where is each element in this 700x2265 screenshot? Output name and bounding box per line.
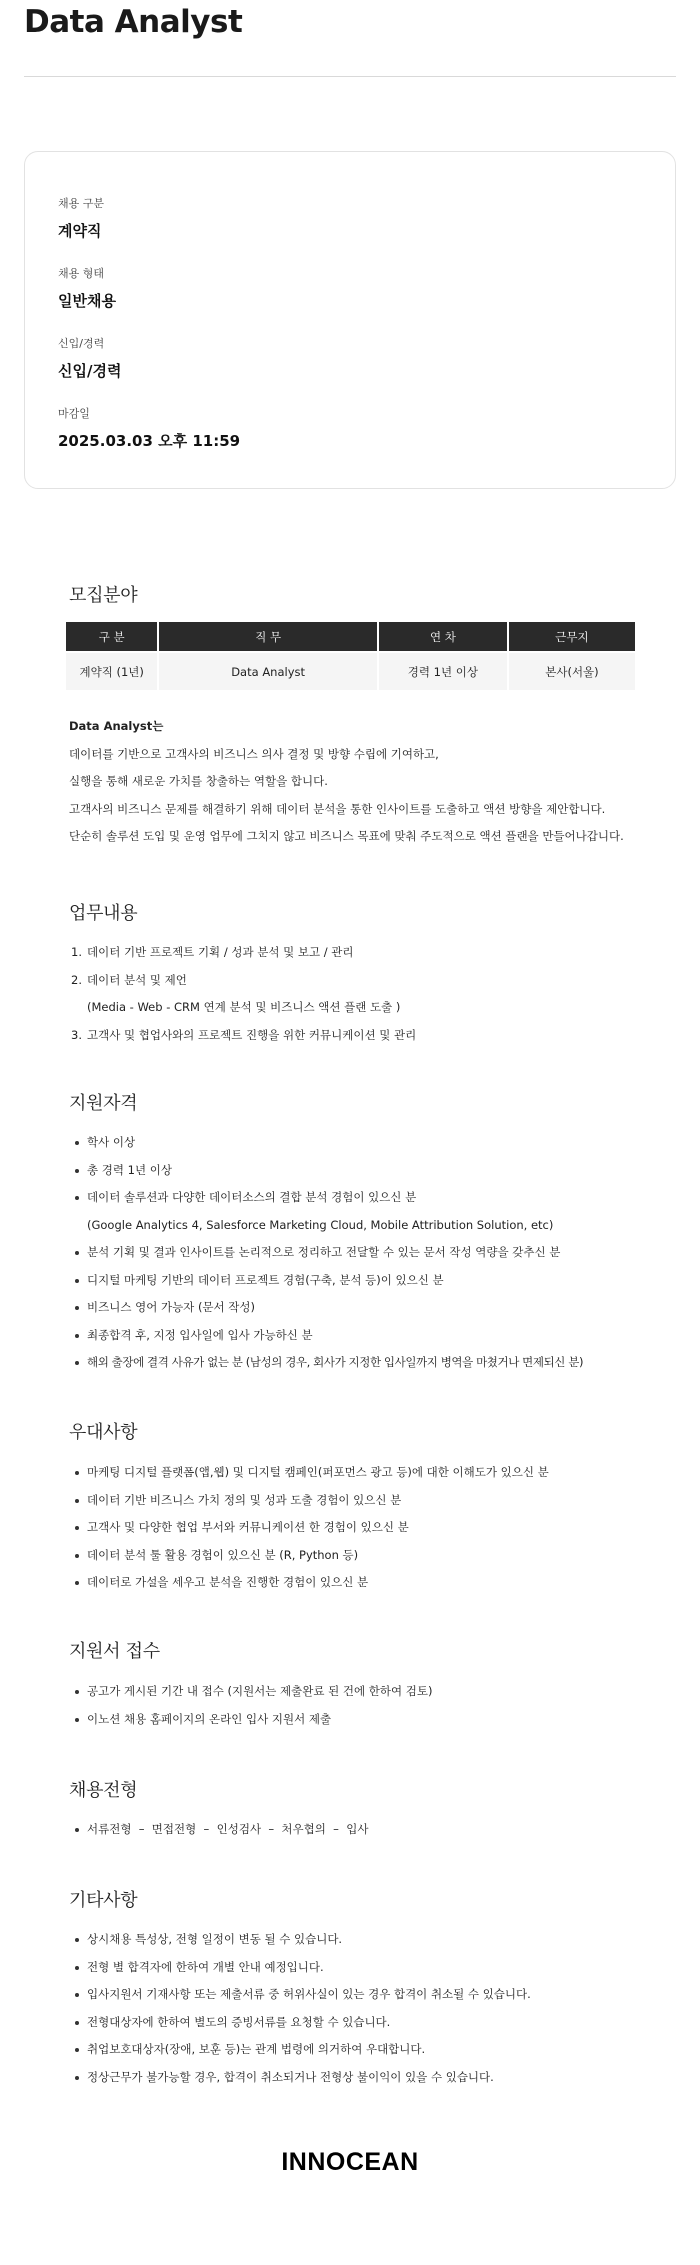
summary-label: 신입/경력 [58,337,105,350]
list-item: 취업보호대상자(장애, 보훈 등)는 관계 법령에 의거하여 우대합니다. [69,2036,531,2064]
list-item: 고객사 및 다양한 협업 부서와 커뮤니케이션 한 경험이 있으신 분 [69,1514,549,1542]
bullet-icon [75,1251,79,1255]
summary-value: 2025.03.03 오후 11:59 [58,432,241,450]
list-item: 정상근무가 불가능할 경우, 합격이 취소되거나 전형상 불이익이 있을 수 있습니다. [69,2064,531,2092]
section-heading-process: 채용전형 [69,1780,138,1801]
list-item: 이노션 채용 홈페이지의 온라인 입사 지원서 제출 [69,1706,432,1734]
list-item: 공고가 게시된 기간 내 접수 (지원서는 제출완료 된 건에 한하여 검토) [69,1678,432,1706]
section-heading-qualifications: 지원자격 [69,1093,138,1114]
list-item: 총 경력 1년 이상 [69,1157,583,1185]
list-item: 디지털 마케팅 기반의 데이터 프로젝트 경험(구축, 분석 등)이 있으신 분 [69,1267,583,1295]
section-heading-application: 지원서 접수 [69,1641,160,1662]
list-item: (Google Analytics 4, Salesforce Marketing Cloud, Mobile Attribution Solution, etc) [87,1217,554,1232]
summary-value: 계약직 [58,222,102,240]
job-summary-card [24,151,676,489]
table-header: 직 무 [159,622,377,651]
list-item: 전형대상자에 한하여 별도의 증빙서류를 요청할 수 있습니다. [69,2009,531,2037]
table-row [66,651,635,690]
table-cell: 계약직 (1년) [66,651,157,690]
section-heading-etc: 기타사항 [69,1890,138,1911]
intro-paragraph [69,713,624,851]
list-item: 분석 기획 및 결과 인사이트를 논리적으로 정리하고 전달할 수 있는 문서 작성 역량을 갖추신 분 [69,1239,583,1267]
bullet-icon [75,1196,79,1200]
list-item: 비즈니스 영어 가능자 (문서 작성) [69,1294,583,1322]
list-item: 2. 데이터 분석 및 제언 [71,972,187,987]
intro-line: 데이터를 기반으로 고객사의 비즈니스 의사 결정 및 방향 수립에 기여하고, [69,746,439,761]
bullet-icon [75,1334,79,1338]
intro-line: 고객사의 비즈니스 문제를 해결하기 위해 데이터 분석을 통한 인사이트를 도출하고 액션 방향을 제안합니다. [69,801,606,816]
bullet-icon [75,1828,79,1832]
table-cell: 본사(서울) [509,651,635,690]
bullet-icon [75,1690,79,1694]
bullet-icon [75,2048,79,2052]
section-heading-duties: 업무내용 [69,903,138,924]
list-item: 데이터 솔루션과 다양한 데이터소스의 결합 분석 경험이 있으신 분 [69,1184,583,1212]
list-item: 상시채용 특성상, 전형 일정이 변동 될 수 있습니다. [69,1926,531,1954]
bullet-icon [75,2076,79,2080]
intro-line: 실행을 통해 새로운 가치를 창출하는 역할을 합니다. [69,774,328,788]
list-item: 입사지원서 기재사항 또는 제출서류 중 허위사실이 있는 경우 합격이 취소될 수 있습니다. [69,1981,531,2009]
bullet-icon [75,1141,79,1145]
bullet-icon [75,1526,79,1530]
summary-label: 채용 형태 [58,267,105,280]
list-item: 데이터로 가설을 세우고 분석을 진행한 경험이 있으신 분 [69,1569,549,1597]
title-divider [24,76,676,77]
bullet-icon [75,1993,79,1997]
summary-item-form [58,265,116,311]
innocean-logo: INNOCEAN [281,2148,419,2176]
section-heading-recruit: 모집분야 [69,585,138,606]
bullet-icon [75,2021,79,2025]
list-item: 전형 별 합격자에 한하여 개별 안내 예정입니다. [69,1954,531,1982]
bullet-icon [75,1306,79,1310]
list-item: 3. 고객사 및 협업사와의 프로젝트 진행을 위한 커뮤니케이션 및 관리 [71,1027,417,1042]
summary-item-deadline [58,405,240,451]
intro-line: 단순히 솔루션 도입 및 운영 업무에 그치지 않고 비즈니스 목표에 맞춰 주도적으로 액션 플랜을 만들어나갑니다. [69,829,624,843]
bullet-icon [75,1499,79,1503]
list-item: 학사 이상 [69,1129,583,1157]
list-item: 최종합격 후, 지정 입사일에 입사 가능하신 분 [69,1322,583,1350]
list-item: 서류전형 – 면접전형 – 인성검사 – 처우협의 – 입사 [69,1816,368,1844]
bullet-icon [75,1361,79,1365]
list-item: (Media - Web - CRM 연계 분석 및 비즈니스 액션 플랜 도출 ) [87,1000,401,1014]
bullet-icon [75,1581,79,1585]
list-item: 해외 출장에 결격 사유가 없는 분 (남성의 경우, 회사가 지정한 입사일까지 병역을 마쳤거나 면제되신 분) [69,1349,583,1377]
duties-list [69,939,416,1049]
bullet-icon [75,1554,79,1558]
section-heading-preferred: 우대사항 [69,1422,138,1443]
etc-list [69,1926,531,2091]
bullet-icon [75,1471,79,1475]
summary-item-type [58,195,104,241]
bullet-icon [75,1966,79,1970]
summary-item-career [58,335,121,381]
list-item: 1. 데이터 기반 프로젝트 기획 / 성과 분석 및 보고 / 관리 [71,945,354,959]
summary-value: 일반채용 [58,292,116,310]
table-cell: Data Analyst [159,651,377,690]
table-cell: 경력 1년 이상 [379,651,507,690]
preferred-list [69,1459,549,1597]
bullet-icon [75,1169,79,1173]
table-header: 연 차 [379,622,507,651]
bullet-icon [75,1938,79,1942]
summary-label: 마감일 [58,407,90,420]
summary-label: 채용 구분 [58,197,105,210]
list-item: 데이터 기반 비즈니스 가치 정의 및 성과 도출 경험이 있으신 분 [69,1487,549,1515]
list-item: 마케팅 디지털 플랫폼(앱,웹) 및 디지털 캠페인(퍼포먼스 광고 등)에 대한 이해도가 있으신 분 [69,1459,549,1487]
table-header: 근무지 [509,622,635,651]
summary-value: 신입/경력 [58,362,122,380]
bullet-icon [75,1279,79,1283]
page-title: Data Analyst [24,4,243,40]
intro-title: Data Analyst는 [69,719,164,733]
bullet-icon [75,1718,79,1722]
table-header: 구 분 [66,622,157,651]
process-list [69,1816,368,1844]
application-list [69,1678,432,1733]
list-item: 데이터 분석 툴 활용 경험이 있으신 분 (R, Python 등) [69,1542,549,1570]
qualifications-list [69,1129,583,1377]
recruit-table [64,622,637,690]
